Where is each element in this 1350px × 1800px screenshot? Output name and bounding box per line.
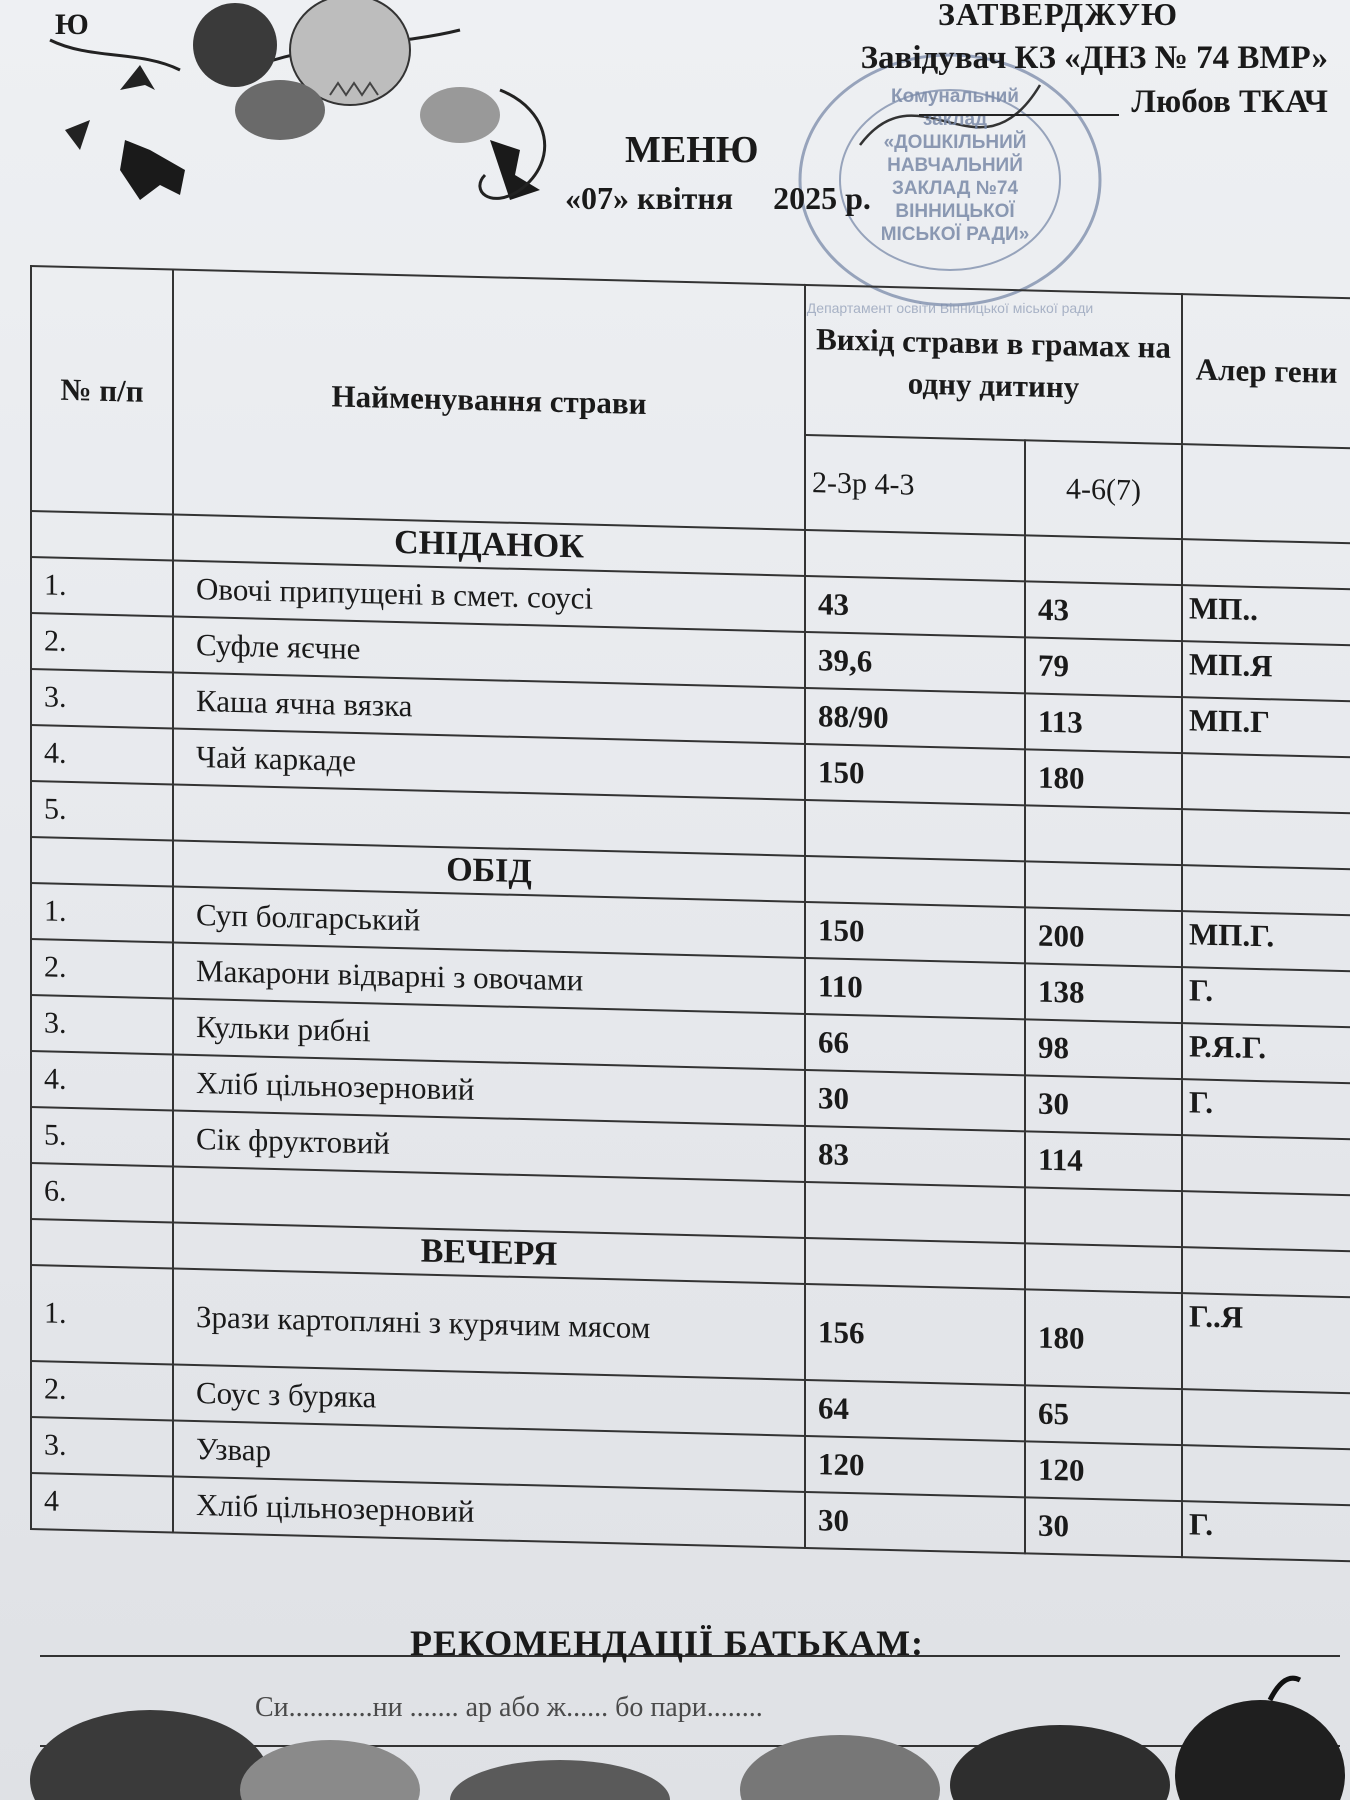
- section-num-cell: [31, 511, 173, 560]
- section-empty-cell: [805, 1238, 1025, 1289]
- allergens: МП.Г.: [1182, 911, 1350, 971]
- portion-large: 43: [1025, 581, 1182, 641]
- allergens: Г.: [1182, 1501, 1350, 1561]
- portion-large: 114: [1025, 1131, 1182, 1191]
- row-number: 3.: [31, 1417, 173, 1476]
- portion-small: 156: [805, 1284, 1025, 1385]
- portion-large: 120: [1025, 1441, 1182, 1501]
- stamp-line: «ДОШКІЛЬНИЙ: [883, 132, 1027, 153]
- portion-small: [805, 1182, 1025, 1243]
- stamp-line: ВІННИЦЬКОЇ: [895, 201, 1015, 222]
- section-empty-cell: [1025, 535, 1182, 585]
- portion-small: 83: [805, 1126, 1025, 1187]
- stamp-ring-text: Департамент освіти Вінницької міської ради: [806, 300, 1094, 316]
- col-allergens-header: Алер гени: [1182, 294, 1350, 448]
- section-name: ВЕЧЕРЯ: [173, 1222, 805, 1283]
- portion-small: 39,6: [805, 632, 1025, 693]
- allergens: [1182, 1135, 1350, 1195]
- row-number: 3.: [31, 995, 173, 1054]
- portion-small: 30: [805, 1492, 1025, 1553]
- dish-name: Макарони відварні з овочами: [173, 942, 805, 1013]
- row-number: 5.: [31, 781, 173, 840]
- portion-large: 113: [1025, 693, 1182, 753]
- col-output-header: Вихід страви в грамах на одну дитину: [805, 285, 1182, 444]
- menu-day: «07» квітня: [565, 180, 734, 216]
- allergens: МП.Я: [1182, 641, 1350, 701]
- age-group-1: 2-3р 4-3: [805, 435, 1025, 535]
- stamp-line: ЗАКЛАД №74: [891, 178, 1019, 199]
- table-header-row: [31, 266, 1350, 448]
- allergens: [1182, 1191, 1350, 1251]
- menu-body: [31, 511, 1350, 1561]
- dish-name: Соус з буряка: [173, 1364, 805, 1435]
- corner-mark: Ю: [55, 8, 89, 41]
- allergens: Г..Я: [1182, 1293, 1350, 1393]
- dish-name: Кульки рибні: [173, 998, 805, 1069]
- row-number: 1.: [31, 1265, 173, 1364]
- dish-name: Каша ячна вязка: [173, 672, 805, 743]
- row-number: 2.: [31, 613, 173, 672]
- vegetable-illustration: [0, 1660, 1350, 1800]
- portion-large: 30: [1025, 1497, 1182, 1557]
- menu-year: 2025 р.: [773, 180, 871, 216]
- portion-large: 98: [1025, 1019, 1182, 1079]
- portion-large: 180: [1025, 1289, 1182, 1389]
- portion-large: 30: [1025, 1075, 1182, 1135]
- allergens: [1182, 1445, 1350, 1505]
- row-number: 6.: [31, 1163, 173, 1222]
- dish-name: Зрази картопляні з курячим мясом: [173, 1268, 805, 1379]
- allergens: Г.: [1182, 967, 1350, 1027]
- allergens: [1182, 1389, 1350, 1449]
- approval-block: [861, 0, 1328, 124]
- portion-small: [805, 800, 1025, 861]
- approver-signature-row: [861, 80, 1328, 124]
- dish-name: Чай каркаде: [173, 728, 805, 799]
- recommendations-heading: РЕКОМЕНДАЦІЇ БАТЬКАМ:: [410, 1623, 925, 1663]
- section-num-cell: [31, 1219, 173, 1268]
- section-empty-cell: [805, 530, 1025, 581]
- allergens: МП.Г: [1182, 697, 1350, 757]
- stamp-line: заклад: [922, 109, 988, 130]
- col-dish-header: Найменування страви: [173, 269, 805, 529]
- portion-small: 43: [805, 576, 1025, 637]
- dish-name: Сік фруктовий: [173, 1110, 805, 1181]
- menu-date: [565, 180, 871, 217]
- section-empty-cell: [1182, 1247, 1350, 1297]
- row-number: 1.: [31, 883, 173, 942]
- signature-line: [919, 92, 1119, 116]
- portion-large: 180: [1025, 749, 1182, 809]
- section-name: СНІДАНОК: [173, 514, 805, 575]
- approver-name: Любов ТКАЧ: [1131, 84, 1328, 120]
- row-number: 5.: [31, 1107, 173, 1166]
- age-group-2: 4-6(7): [1025, 440, 1182, 539]
- row-number: 2.: [31, 939, 173, 998]
- portion-large: 200: [1025, 907, 1182, 967]
- allergens: Г.: [1182, 1079, 1350, 1139]
- portion-small: 66: [805, 1014, 1025, 1075]
- row-number: 2.: [31, 1361, 173, 1420]
- section-num-cell: [31, 837, 173, 886]
- dish-name: Хліб цільнозерновий: [173, 1476, 805, 1547]
- section-empty-cell: [1182, 539, 1350, 589]
- dish-name: Овочі припущені в смет. соусі: [173, 560, 805, 631]
- approve-heading: ЗАТВЕРДЖУЮ: [937, 0, 1178, 32]
- section-empty-cell: [1025, 861, 1182, 911]
- dish-name: Хліб цільнозерновий: [173, 1054, 805, 1125]
- row-number: 3.: [31, 669, 173, 728]
- portion-large: 138: [1025, 963, 1182, 1023]
- section-name: ОБІД: [173, 840, 805, 901]
- row-number: 4.: [31, 725, 173, 784]
- portion-small: 88/90: [805, 688, 1025, 749]
- section-empty-cell: [1182, 865, 1350, 915]
- menu-table: [30, 265, 1350, 1562]
- fruit-illustration: [30, 0, 590, 230]
- section-empty-cell: [805, 856, 1025, 907]
- dish-name: Узвар: [173, 1420, 805, 1491]
- row-number: 4: [31, 1473, 173, 1532]
- row-number: 1.: [31, 557, 173, 616]
- portion-large: [1025, 805, 1182, 865]
- col-number-header: № п/п: [31, 266, 173, 514]
- portion-small: 150: [805, 902, 1025, 963]
- portion-small: 150: [805, 744, 1025, 805]
- stamp-line: Комунальний: [891, 86, 1019, 107]
- menu-title: МЕНЮ: [625, 129, 759, 171]
- section-empty-cell: [1025, 1243, 1182, 1293]
- portion-small: 30: [805, 1070, 1025, 1131]
- portion-small: 110: [805, 958, 1025, 1019]
- stamp-line: МІСЬКОЇ РАДИ»: [880, 224, 1030, 245]
- row-number: 4.: [31, 1051, 173, 1110]
- portion-small: 120: [805, 1436, 1025, 1497]
- portion-large: 79: [1025, 637, 1182, 697]
- portion-small: 64: [805, 1380, 1025, 1441]
- recommendation-text: Си............ни ....... ар або ж...... бо пари........: [255, 1692, 763, 1723]
- stamp-line: НАВЧАЛЬНИЙ: [887, 155, 1023, 176]
- approver-position: Завідувач КЗ «ДНЗ № 74 ВМР»: [860, 40, 1328, 76]
- allergens: МП..: [1182, 585, 1350, 645]
- portion-large: [1025, 1187, 1182, 1247]
- age-allergen-cell: [1182, 444, 1350, 543]
- allergens: [1182, 753, 1350, 813]
- allergens: Р.Я.Г.: [1182, 1023, 1350, 1083]
- portion-large: 65: [1025, 1385, 1182, 1445]
- allergens: [1182, 809, 1350, 869]
- dish-name: Суп болгарський: [173, 886, 805, 957]
- dish-name: Суфле яєчне: [173, 616, 805, 687]
